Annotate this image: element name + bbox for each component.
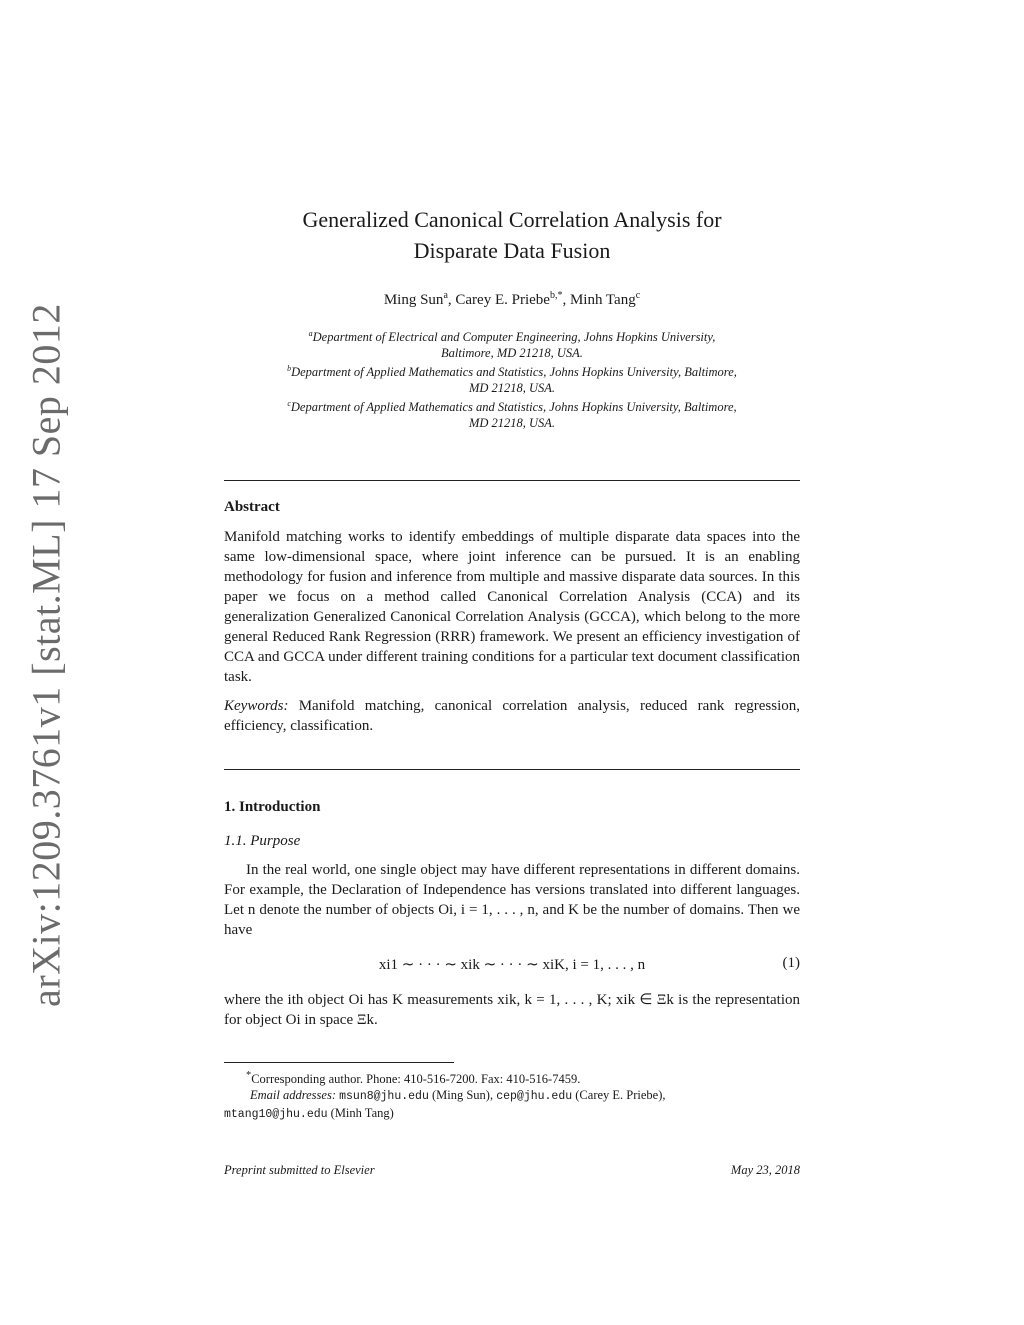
keywords-label: Keywords: <box>224 698 289 714</box>
equation-number: (1) <box>782 955 800 971</box>
arxiv-identifier[interactable]: arXiv:1209.3761v1 [stat.ML] 17 Sep 2012 <box>23 303 69 1007</box>
email-addresses: Email addresses: msun8@jhu.edu (Ming Sun), cep@jhu.edu (Carey E. Priebe), <box>250 1088 666 1104</box>
abstract-bottom-rule <box>224 769 800 770</box>
footer-preprint-note: Preprint submitted to Elsevier <box>224 1163 375 1177</box>
author-name: Minh Tang <box>569 292 636 308</box>
equation-body: xi1 ∼ · · · ∼ xik ∼ · · · ∼ xiK, i = 1, . . . , n <box>378 957 646 973</box>
intro-paragraph-2: where the ith object Oi has K measurements xik, k = 1, . . . , K; xik ∈ Ξk is the representation for object Oi in space Ξk. <box>224 992 800 1028</box>
author-affil-mark: a <box>443 290 448 301</box>
email-link[interactable]: cep@jhu.edu <box>496 1090 573 1104</box>
equation-1 <box>224 955 800 977</box>
intro-paragraph-2-block <box>224 990 800 1030</box>
keywords-text: Manifold matching, canonical correlation analysis, reduced rank regression, efficiency, classification. <box>224 698 800 734</box>
author-name: Ming Sun <box>383 292 444 308</box>
subsection-heading: 1.1. Purpose <box>224 833 301 849</box>
paper-title <box>224 204 800 266</box>
abstract-section <box>224 497 800 736</box>
title-line-2: Disparate Data Fusion <box>413 238 611 263</box>
intro-paragraph-1: In the real world, one single object may have different representations in different domains. For example, the Declaration of Independence has versions translated into different languages. Let n denote the number of objects Oi, i = 1, . . . , n, and K be the number of domains. Then we have <box>224 862 800 938</box>
abstract-heading: Abstract <box>224 499 280 515</box>
corresponding-author-note: *Corresponding author. Phone: 410-516-7200. Fax: 410-516-7459. <box>246 1070 581 1087</box>
footnote <box>224 1068 800 1123</box>
author-affil-mark: c <box>635 290 641 301</box>
abstract-text: Manifold matching works to identify embeddings of multiple disparate data spaces into the same low-dimensional space, where joint inference can be pursued. It is an enabling methodology for fusion and inference from multiple and massive disparate data sources. In this paper we focus on a method called Canonical Correlation Analysis (CCA) and its generalization Generalized Canonical Correlation Analysis (GCCA), which belong to the more general Reduced Rank Regression (RRR) framework. We present an efficiency investigation of CCA and GCCA under different training conditions for a particular text document classification task. <box>224 529 800 685</box>
author-list: Ming Sun$^a$, Carey E. Priebe$^{b,*}$, Minh Tang$^c$ <box>383 290 641 308</box>
author-affil-mark: b,* <box>549 290 563 301</box>
introduction-section <box>224 797 800 940</box>
abstract-top-rule <box>224 480 800 481</box>
footnote-rule <box>224 1062 454 1063</box>
section-heading: 1. Introduction <box>224 799 321 815</box>
email-addresses-cont: mtang10@jhu.edu (Minh Tang) <box>224 1106 394 1122</box>
footer-date: May 23, 2018 <box>730 1163 800 1177</box>
affiliation-b: $^b$Department of Applied Mathematics and Statistics, Johns Hopkins University, Baltimore, MD 21218, USA. <box>287 364 737 396</box>
page-footer <box>224 1163 800 1178</box>
author-name: Carey E. Priebe <box>455 292 550 308</box>
title-line-1: Generalized Canonical Correlation Analysis for <box>302 207 722 232</box>
email-link[interactable]: mtang10@jhu.edu <box>224 1108 328 1122</box>
email-link[interactable]: msun8@jhu.edu <box>339 1090 429 1104</box>
affiliations <box>224 326 800 431</box>
keywords <box>224 696 800 736</box>
affiliation-c: $^c$Department of Applied Mathematics and Statistics, Johns Hopkins University, Baltimore, MD 21218, USA. <box>287 399 737 431</box>
affiliation-a: $^a$Department of Electrical and Computer Engineering, Johns Hopkins University, Baltimore, MD 21218, USA. <box>308 329 716 361</box>
